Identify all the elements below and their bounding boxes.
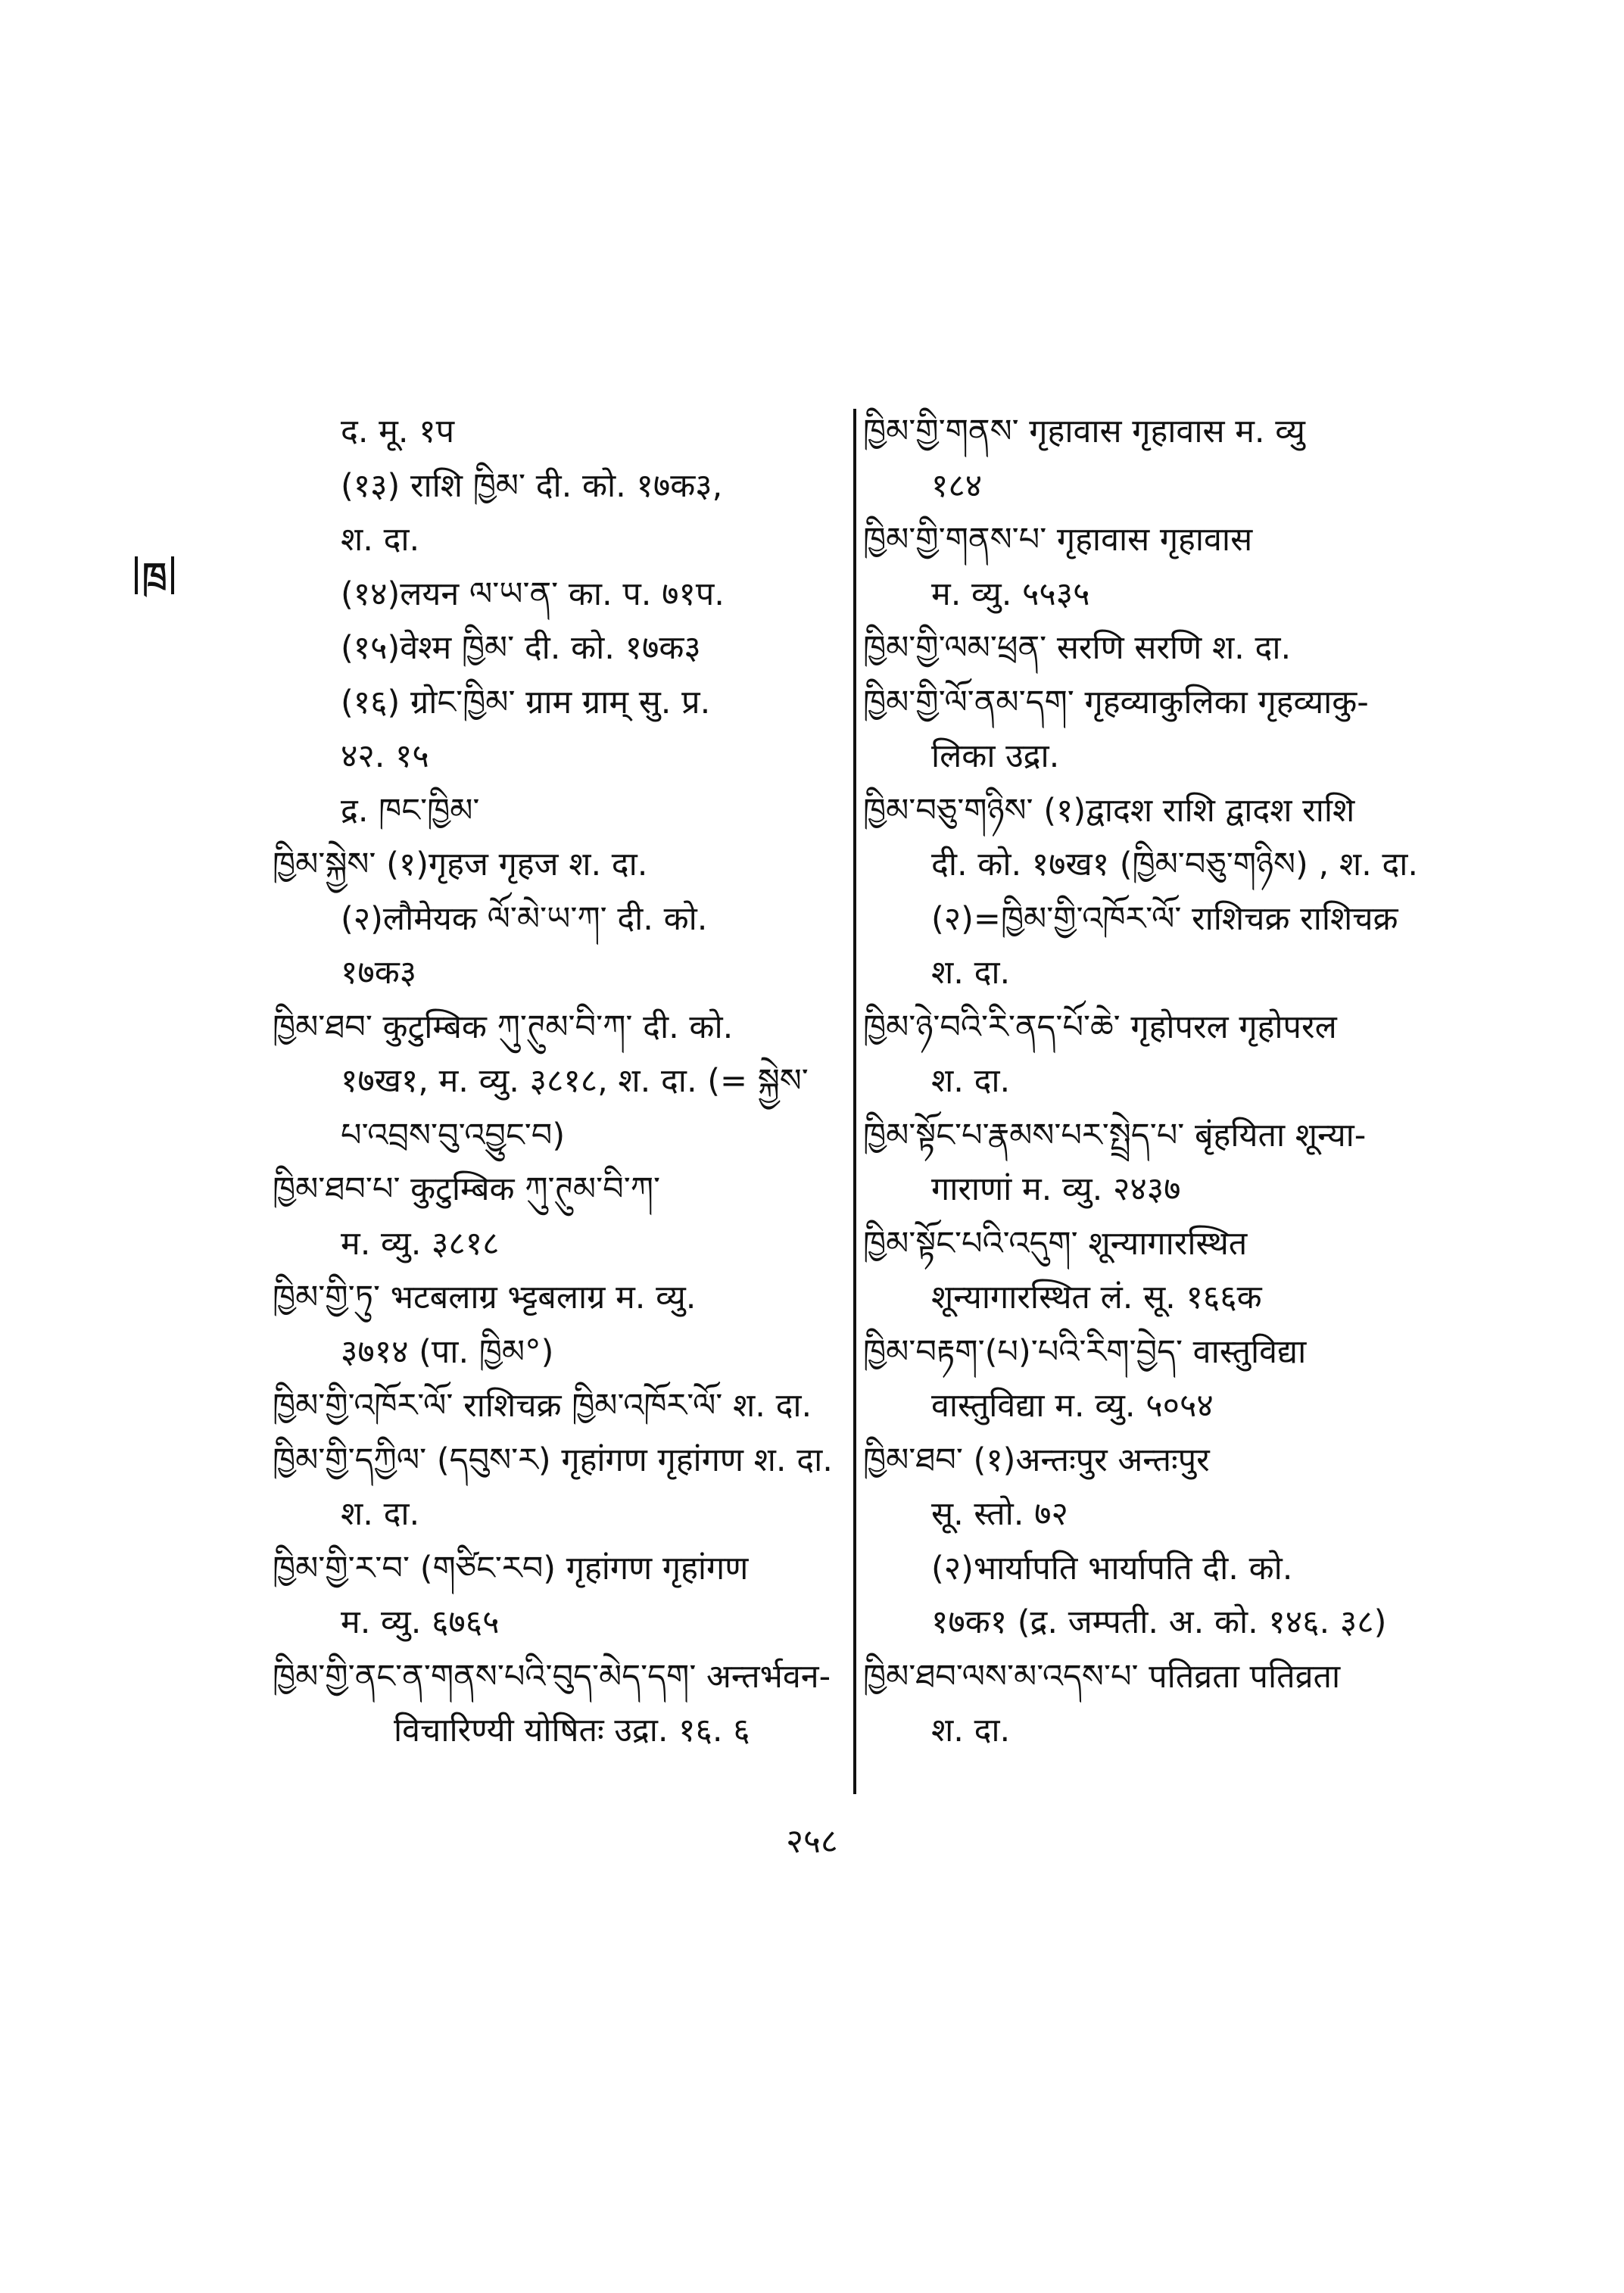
- left-column-line: म. व्यु. ६७६५: [341, 1603, 500, 1641]
- right-column-line: ཁྱིམ་གྱི་ལམ་ཕྲན་ सरणि सरणि श. दा.: [863, 629, 1292, 667]
- right-column-line: ཁྱིམ་གྱི་གནས་ गृहावास गृहावास म. व्यु: [863, 413, 1305, 450]
- right-column-line: ཁྱིམ་ཐབ་ (१)अन्तःपुर अन्तःपुर: [863, 1441, 1210, 1479]
- left-column-line: द. मू. १प: [341, 413, 455, 450]
- right-column-line: दी. को. १७ख१ (ཁྱིམ་བཅུ་གཉིས) , श. दा.: [931, 846, 1419, 883]
- page-number: २५८: [786, 1822, 838, 1861]
- left-column-line: ཁྱིམ་གྱི་ནང་ན་གནས་པའི་བུད་མེད་དག་ अन्तर्भवन-: [273, 1657, 831, 1696]
- right-column-line: ཁྱིམ་བརྟག་(པ)་པའི་རིག་བྱེད་ वास्तुविद्या: [863, 1332, 1307, 1371]
- left-column-line: म. व्यु. ३८१८: [341, 1224, 500, 1263]
- left-column-line: (१६) ग्रोང་ཁྱིམ་ ग्राम ग्राम् सु. प्र.: [341, 683, 711, 721]
- right-column-line: लिका उद्रा.: [931, 737, 1060, 775]
- right-column-line: शून्यागारस्थित लं. सू. १६६क: [931, 1279, 1262, 1316]
- left-column-line: ཁྱིམ་ཐབ་པ་ कुटुम्बिक ཀུ་ཊུམ་བི་ཀ་: [273, 1170, 661, 1208]
- right-column-line: ཁྱིམ་སྟོང་པའི་འདུག་ शून्यागारस्थित: [863, 1224, 1248, 1263]
- left-column-line: ४२. १५: [341, 737, 429, 775]
- right-column-line: वास्तुविद्या म. व्यु. ५०५४: [931, 1387, 1214, 1425]
- left-column-line: པ་འབྲས་བུ་འབྱུང་བ): [341, 1116, 566, 1154]
- right-column-line: १७क१ (द्र. जम्पती. अ. को. १४६. ३८): [931, 1603, 1387, 1641]
- left-column-line: (२)लौमेयक ལོ་མེ་ཡ་ཀ་ दी. को.: [341, 899, 708, 938]
- left-column-line: १७ख१, म. व्यु. ३८१८, श. दा. (= སྐྱེས་: [341, 1062, 809, 1100]
- left-column-line: द्र. ཁང་ཁྱིམ་: [341, 791, 480, 830]
- right-column-line: ཁྱིམ་གྱི་གནས་པ་ गृहावास गृहावास: [863, 521, 1253, 559]
- left-column-line: ཁྱིམ་སྐྱེས་ (१)गृहज गृहज श. दा.: [273, 846, 648, 883]
- left-column-line: (१३) राशि ཁྱིམ་ दी. को. १७क३,: [341, 466, 723, 505]
- left-column-line: ཁྱིམ་གྱི་དཀྱིལ་ (དབུས་ར) गृहांगण गृहांगण श. दा.: [273, 1441, 833, 1479]
- right-column-line: ཁྱིམ་ཉེ་བའི་རི་ནད་པོ་ཆེ་ गृहोपरल गृहोपरल: [863, 1008, 1337, 1046]
- left-column-line: श. दा.: [341, 1495, 420, 1533]
- right-column-line: १८४: [931, 466, 983, 505]
- left-column-line: ཁྱིམ་ཐབ་ कुटुम्बिक ཀུ་ཊུམ་བི་ཀ་ दी. को.: [273, 1008, 734, 1046]
- right-column: [863, 405, 1469, 1759]
- left-column-line: श. दा.: [341, 521, 420, 559]
- left-column-line: १७क३: [341, 954, 417, 992]
- left-column-line: (१५)वेश्म ཁྱིམ་ दी. को. १७क३: [341, 629, 701, 667]
- left-column-line: ཁྱིམ་གྱི་ཏུ་ भटबलाग्र भ्ट्टबलाग्र म. व्यु.: [273, 1279, 697, 1316]
- left-column-line: ३७१४ (पा. ཁྱིམ°): [341, 1332, 554, 1371]
- right-column-line: श. दा.: [931, 1062, 1011, 1100]
- right-column-line: ཁྱིམ་ཐབ་ལས་མ་འདས་པ་ पतिव्रता पतिव्रता: [863, 1657, 1341, 1696]
- right-column-line: ཁྱིམ་སྟོང་པ་རྣམས་པར་སྤྲེད་པ་ बृंहयिता शून्या-: [863, 1116, 1367, 1154]
- right-column-line: ཁྱིམ་གྱི་ལོ་ནམ་དག་ गृहव्याकुलिका गृहव्याकु-: [863, 683, 1369, 721]
- right-column-line: (२)=ཁྱིམ་གྱི་འཁོར་ལོ་ राशिचक्र राशिचक्र: [931, 899, 1398, 938]
- right-column-line: श. दा.: [931, 954, 1011, 992]
- left-column-line: (१४)लयन ལ་ཡ་ན་ का. प. ७१प.: [341, 575, 725, 613]
- left-column-line: ཁྱིམ་གྱི་ར་བ་ (གཙིང་རབ) गृहांगण गृहांगण: [273, 1549, 749, 1587]
- left-column-line: विचारिण्यी योषितः उद्रा. १६. ६: [394, 1712, 750, 1749]
- right-column-line: सू. स्तो. ७२: [931, 1495, 1068, 1533]
- right-column-line: श. दा.: [931, 1712, 1011, 1749]
- right-column-line: गाराणां म. व्यु. २४३७: [931, 1170, 1181, 1208]
- right-column-line: ཁྱིམ་བཅུ་གཉིས་ (१)द्वादश राशि द्वादश राशि: [863, 791, 1355, 830]
- right-column-line: म. व्यु. ५५३५: [931, 575, 1090, 613]
- running-head: ཁྲ: [135, 556, 174, 594]
- right-column-line: (२)भार्यापति भार्यापति दी. को.: [931, 1549, 1293, 1587]
- column-divider: [853, 409, 856, 1794]
- left-column-line: ཁྱིམ་གྱི་འཁོར་ལོ་ राशिचक्र ཁྱིམ་འཁོར་ལོ་ श. दा.: [273, 1387, 812, 1425]
- left-column: [273, 405, 848, 1759]
